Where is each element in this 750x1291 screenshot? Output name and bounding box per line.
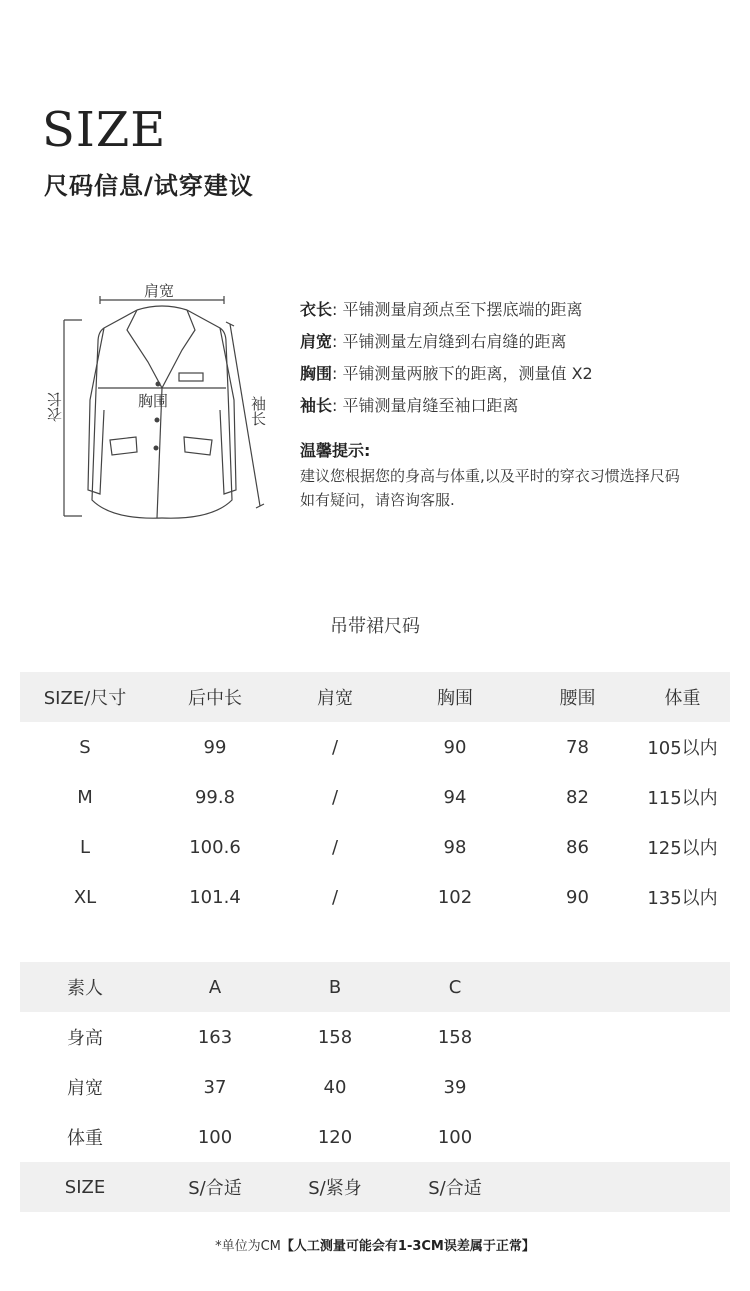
body-length-label: 衣长: [46, 392, 64, 422]
table-cell: /: [331, 786, 339, 808]
table-header-row: [20, 962, 730, 1012]
table-header-cell: A: [150, 962, 280, 1012]
table-header-cell: C: [390, 962, 520, 1012]
table-cell: 78: [566, 736, 589, 758]
table-cell: 40: [323, 1076, 347, 1098]
table-cell: [520, 1062, 635, 1112]
definition-row: [300, 330, 740, 362]
table-header-cell: 腰围: [520, 672, 635, 722]
table-cell: 158: [317, 1026, 353, 1048]
table-cell: 100.6: [189, 836, 241, 858]
table-cell: 115以内: [647, 788, 718, 809]
table-cell: XL: [73, 886, 97, 908]
table-cell: 39: [443, 1076, 467, 1098]
table-cell: M: [77, 786, 93, 808]
table-cell: 158: [437, 1026, 473, 1048]
table-cell: 102: [437, 886, 473, 908]
definition-term: 衣长: [300, 300, 333, 319]
definition-desc: : 平铺测量肩缝至袖口距离: [332, 396, 519, 415]
table-row: [20, 1062, 730, 1112]
table-header-cell: B: [280, 962, 390, 1012]
table-row: [20, 1112, 730, 1162]
table-cell: /: [331, 886, 339, 908]
table-header-cell: 后中长: [150, 672, 280, 722]
size-table-caption: 吊带裙尺码: [330, 616, 420, 637]
table-cell: 99.8: [194, 786, 236, 808]
garment-diagram: [46, 280, 282, 525]
definition-term: 胸围: [300, 364, 333, 383]
table-cell: 100: [197, 1126, 233, 1148]
table-cell: S/合适: [390, 1162, 520, 1212]
table-cell: /: [331, 736, 339, 758]
table-cell: S: [79, 736, 91, 758]
definition-desc: : 平铺测量左肩缝到右肩缝的距离: [332, 332, 567, 351]
table-cell: [635, 1012, 730, 1062]
table-row: [20, 1162, 730, 1212]
tips-line: 建议您根据您的身高与体重,以及平时的穿衣习惯选择尺码: [300, 467, 680, 485]
table-cell: /: [331, 836, 339, 858]
table-row: [20, 822, 730, 872]
definition-term: 肩宽: [300, 332, 333, 351]
table-header-cell: SIZE/尺寸: [20, 672, 150, 722]
chest-label: 胸围: [138, 392, 169, 410]
table-cell: 体重: [67, 1128, 103, 1149]
footnote: [0, 1235, 750, 1254]
table-header-cell: [520, 962, 635, 1012]
table-cell: [635, 1162, 730, 1212]
table-cell: 肩宽: [67, 1078, 103, 1099]
table-row: [20, 872, 730, 922]
table-cell: S/紧身: [280, 1162, 390, 1212]
table-cell: 86: [566, 836, 589, 858]
table-cell: 90: [566, 886, 589, 908]
shoulder-width-label: 肩宽: [144, 282, 175, 300]
table-header-cell: 肩宽: [280, 672, 390, 722]
footnote-emphasis: 【人工测量可能会有1-3CM误差属于正常】: [280, 1239, 535, 1254]
definition-term: 袖长: [300, 396, 333, 415]
table-cell: 99: [203, 736, 227, 758]
definition-row: [300, 298, 740, 330]
table-cell: 120: [317, 1126, 353, 1148]
table-header-cell: 素人: [20, 962, 150, 1012]
table-cell: L: [79, 836, 91, 858]
table-cell: 100: [437, 1126, 473, 1148]
table-header-cell: 胸围: [390, 672, 520, 722]
page-title-en: SIZE: [42, 102, 167, 158]
size-table: [20, 672, 730, 922]
table-header-cell: 体重: [635, 672, 730, 722]
definition-desc: : 平铺测量两腋下的距离，测量值 X2: [332, 364, 593, 383]
definition-desc: : 平铺测量肩颈点至下摆底端的距离: [332, 300, 583, 319]
table-cell: 101.4: [189, 886, 241, 908]
table-cell: 37: [203, 1076, 227, 1098]
table-header-cell: [635, 962, 730, 1012]
page-title-cn: 尺码信息/试穿建议: [44, 172, 254, 200]
table-cell: S/合适: [150, 1162, 280, 1212]
model-fit-table: [20, 962, 730, 1212]
table-cell: 163: [197, 1026, 233, 1048]
table-cell: [520, 1162, 635, 1212]
table-header-row: [20, 672, 730, 722]
tips-title: 温馨提示:: [300, 441, 371, 460]
table-row: [20, 772, 730, 822]
table-cell: 82: [566, 786, 589, 808]
footnote-unit: *单位为CM: [215, 1239, 281, 1254]
table-cell: 90: [443, 736, 467, 758]
measurement-definitions: [300, 298, 740, 512]
table-cell: 身高: [67, 1028, 103, 1049]
table-cell: 135以内: [647, 888, 718, 909]
table-cell: [520, 1112, 635, 1162]
table-cell: 125以内: [647, 838, 718, 859]
table-cell: 94: [443, 786, 467, 808]
definition-row: [300, 362, 740, 394]
table-cell: 105以内: [647, 738, 718, 759]
tips-line: 如有疑问，请咨询客服.: [300, 491, 455, 509]
table-row: [20, 722, 730, 772]
table-cell: [635, 1112, 730, 1162]
table-cell: [520, 1012, 635, 1062]
table-cell: SIZE: [20, 1162, 150, 1212]
table-row: [20, 1012, 730, 1062]
sleeve-length-label: 袖长: [249, 396, 267, 426]
table-cell: 98: [443, 836, 467, 858]
definition-row: [300, 394, 740, 426]
table-cell: [635, 1062, 730, 1112]
